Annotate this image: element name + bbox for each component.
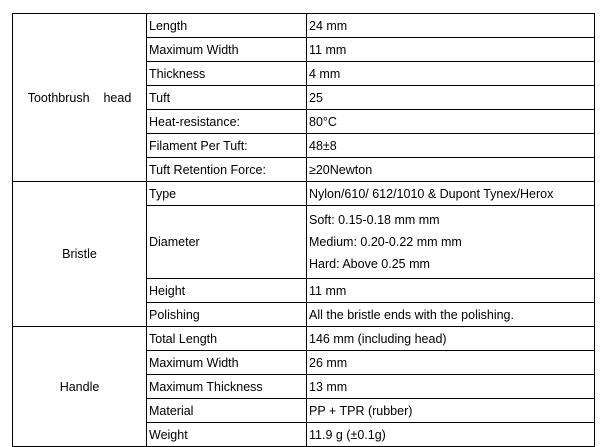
specification-table xyxy=(12,13,595,447)
value-cell: 11 mm xyxy=(307,279,595,303)
group-label-toothbrush-head: Toothbrush head xyxy=(13,14,147,182)
value-cell: ≥20Newton xyxy=(307,158,595,182)
property-cell: Tuft Retention Force: xyxy=(147,158,307,182)
diameter-soft: Soft: 0.15-0.18 mm mm xyxy=(309,213,440,227)
property-cell: Filament Per Tuft: xyxy=(147,134,307,158)
value-cell: 11 mm xyxy=(307,38,595,62)
group-label-handle: Handle xyxy=(13,327,147,447)
property-cell: Total Length xyxy=(147,327,307,351)
property-cell: Maximum Thickness xyxy=(147,375,307,399)
value-cell: Nylon/610/ 612/1010 & Dupont Tynex/Herox xyxy=(307,182,595,206)
property-cell: Height xyxy=(147,279,307,303)
value-cell: 13 mm xyxy=(307,375,595,399)
value-cell: 26 mm xyxy=(307,351,595,375)
property-cell: Type xyxy=(147,182,307,206)
value-cell: PP + TPR (rubber) xyxy=(307,399,595,423)
table-row xyxy=(13,14,595,38)
diameter-medium: Medium: 0.20-0.22 mm mm xyxy=(309,235,462,249)
value-cell: 146 mm (including head) xyxy=(307,327,595,351)
table-row xyxy=(13,327,595,351)
property-cell: Material xyxy=(147,399,307,423)
table-row xyxy=(13,182,595,206)
value-cell: 11.9 g (±0.1g) xyxy=(307,423,595,447)
property-cell: Maximum Width xyxy=(147,38,307,62)
value-cell-diameter xyxy=(307,206,595,279)
property-cell: Tuft xyxy=(147,86,307,110)
value-cell: 4 mm xyxy=(307,62,595,86)
value-cell: 80°C xyxy=(307,110,595,134)
value-cell: All the bristle ends with the polishing. xyxy=(307,303,595,327)
value-cell: 25 xyxy=(307,86,595,110)
property-cell: Thickness xyxy=(147,62,307,86)
group-label-bristle: Bristle xyxy=(13,182,147,327)
property-cell: Diameter xyxy=(147,206,307,279)
property-cell: Weight xyxy=(147,423,307,447)
property-cell: Heat-resistance: xyxy=(147,110,307,134)
value-cell: 48±8 xyxy=(307,134,595,158)
property-cell: Polishing xyxy=(147,303,307,327)
value-cell: 24 mm xyxy=(307,14,595,38)
property-cell: Length xyxy=(147,14,307,38)
diameter-hard: Hard: Above 0.25 mm xyxy=(309,257,430,271)
property-cell: Maximum Width xyxy=(147,351,307,375)
